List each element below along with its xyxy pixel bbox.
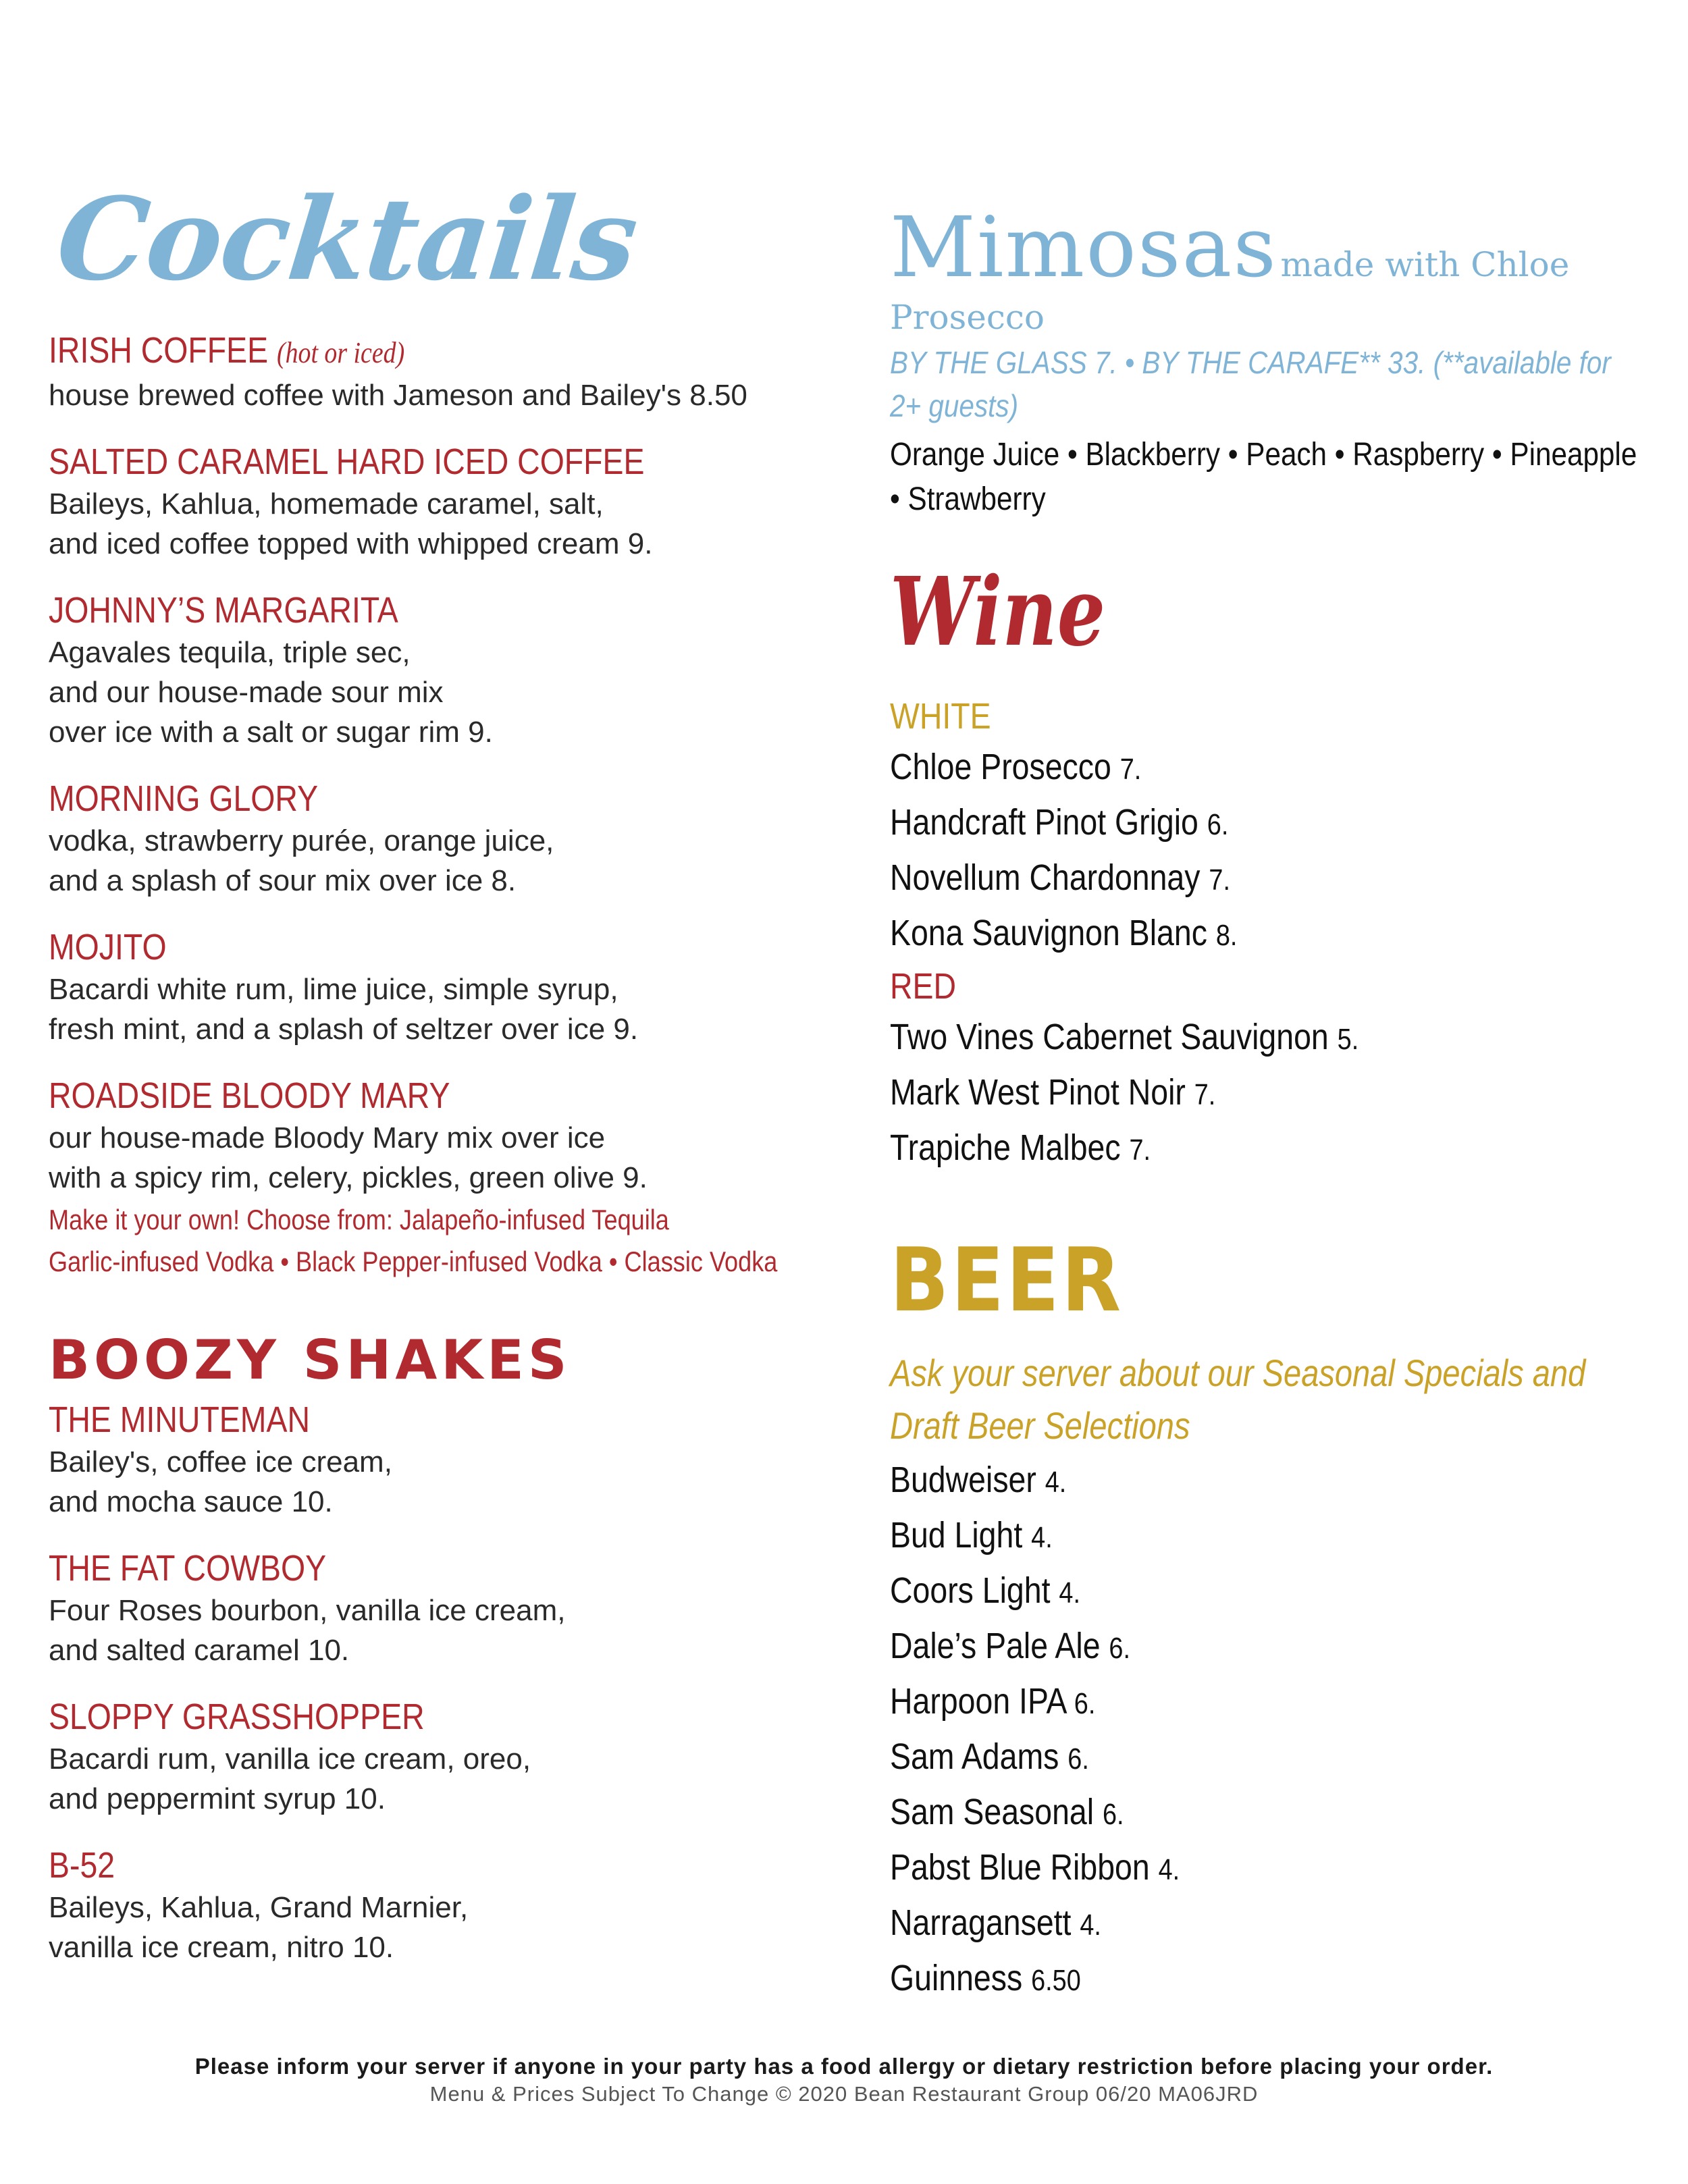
drink-description: our house-made Bloody Mary mix over ice with a spicy rim, celery, pickles, green olive 9. xyxy=(49,1121,648,1194)
wine-name: Mark West Pinot Noir xyxy=(890,1072,1186,1113)
wine-item xyxy=(890,1121,1540,1177)
shake-name: B-52 xyxy=(49,1845,115,1886)
wine-price: 7. xyxy=(1129,1134,1151,1167)
mimosas-subtitle: made with Chloe xyxy=(1280,245,1570,284)
drink-item xyxy=(49,1073,832,1283)
drink-name: MORNING GLORY xyxy=(49,778,319,819)
beer-item xyxy=(890,1841,1540,1896)
cocktails-title: Cocktails xyxy=(51,172,643,306)
drink-description: vodka, strawberry purée, orange juice, and a splash of sour mix over ice 8. xyxy=(49,824,554,897)
red-wine-heading: RED xyxy=(890,966,957,1007)
beer-item xyxy=(890,1454,1540,1509)
wine-item xyxy=(890,796,1540,851)
beer-item xyxy=(890,1675,1540,1730)
beer-price: 6. xyxy=(1109,1632,1130,1665)
shake-name: THE MINUTEMAN xyxy=(49,1400,310,1440)
wine-name: Novellum Chardonnay xyxy=(890,857,1201,898)
beer-price: 4. xyxy=(1080,1909,1101,1942)
wine-item xyxy=(890,741,1540,796)
wine-item xyxy=(890,851,1540,907)
drink-description: Bacardi white rum, lime juice, simple syrup, fresh mint, and a splash of seltzer over ice 9. xyxy=(49,973,639,1046)
shake-description: Bacardi rum, vanilla ice cream, oreo, and peppermint syrup 10. xyxy=(49,1742,531,1815)
drink-name: IRISH COFFEE xyxy=(49,330,269,371)
boozy-shakes-title: BOOZY SHAKES xyxy=(49,1329,571,1391)
beer-name: Pabst Blue Ribbon xyxy=(890,1847,1150,1888)
left-column xyxy=(49,172,832,1992)
mimosas-header xyxy=(890,199,1646,296)
wine-price: 5. xyxy=(1337,1023,1359,1056)
copyright-notice: Menu & Prices Subject To Change © 2020 Bean Restaurant Group 06/20 MA06JRD xyxy=(429,2082,1259,2106)
drink-item xyxy=(49,440,832,564)
mimosas-prices: BY THE GLASS 7. • BY THE CARAFE** 33. (**available for 2+ guests) xyxy=(890,345,1611,423)
beer-price: 6. xyxy=(1102,1798,1124,1831)
beer-price: 6. xyxy=(1074,1687,1096,1720)
shake-item xyxy=(49,1546,832,1670)
drink-item xyxy=(49,328,832,415)
wine-price: 7. xyxy=(1209,863,1230,897)
wine-item xyxy=(890,1011,1540,1066)
wine-name: Kona Sauvignon Blanc xyxy=(890,913,1207,953)
beer-name: Sam Seasonal xyxy=(890,1792,1094,1832)
beer-note: Ask your server about our Seasonal Specials and Draft Beer Selections xyxy=(890,1352,1586,1447)
beer-item xyxy=(890,1730,1540,1786)
beer-title: BEER xyxy=(890,1229,1124,1331)
beer-item xyxy=(890,1786,1540,1841)
wine-item xyxy=(890,1066,1540,1121)
beer-price: 6.50 xyxy=(1031,1964,1081,1997)
wine-name: Chloe Prosecco xyxy=(890,747,1111,787)
beer-name: Sam Adams xyxy=(890,1736,1059,1777)
drink-note: (hot or iced) xyxy=(277,336,405,369)
beer-name: Dale’s Pale Ale xyxy=(890,1626,1101,1666)
mimosas-title: Mimosas xyxy=(890,199,1278,296)
white-wine-heading: WHITE xyxy=(890,696,991,737)
beer-name: Bud Light xyxy=(890,1515,1023,1555)
shake-description: Baileys, Kahlua, Grand Marnier, vanilla ice cream, nitro 10. xyxy=(49,1891,469,1964)
wine-title: Wine xyxy=(890,557,1106,668)
drink-customize-note: Make it your own! Choose from: Jalapeño-infused Tequila Garlic-infused Vodka • Black Pepper-infused Vodka • Classic Vodka xyxy=(49,1204,778,1277)
beer-price: 4. xyxy=(1031,1521,1053,1554)
wine-price: 7. xyxy=(1119,753,1142,786)
drink-name: SALTED CARAMEL HARD ICED COFFEE xyxy=(49,442,645,482)
wine-item xyxy=(890,907,1540,962)
shake-name: SLOPPY GRASSHOPPER xyxy=(49,1697,425,1737)
drink-name: JOHNNY’S MARGARITA xyxy=(49,590,398,631)
right-column xyxy=(890,199,1646,2007)
wine-price: 7. xyxy=(1194,1078,1216,1111)
wine-price: 6. xyxy=(1207,808,1229,841)
beer-name: Guinness xyxy=(890,1958,1023,1998)
shake-description: Bailey's, coffee ice cream, and mocha sauce 10. xyxy=(49,1445,392,1518)
wine-name: Trapiche Malbec xyxy=(890,1127,1121,1168)
beer-price: 6. xyxy=(1067,1742,1089,1776)
wine-name: Handcraft Pinot Grigio xyxy=(890,802,1198,843)
footer xyxy=(0,2052,1688,2108)
shake-description: Four Roses bourbon, vanilla ice cream, and salted caramel 10. xyxy=(49,1594,566,1667)
beer-item xyxy=(890,1952,1540,2007)
beer-price: 4. xyxy=(1059,1576,1080,1609)
drink-description: Baileys, Kahlua, homemade caramel, salt, and iced coffee topped with whipped cream 9. xyxy=(49,487,653,560)
beer-name: Budweiser xyxy=(890,1460,1036,1500)
shake-item xyxy=(49,1843,832,1967)
beer-item xyxy=(890,1509,1540,1564)
beer-name: Harpoon IPA xyxy=(890,1681,1065,1722)
drink-name: MOJITO xyxy=(49,927,167,967)
beer-name: Coors Light xyxy=(890,1570,1051,1611)
beer-item xyxy=(890,1620,1540,1675)
beer-item xyxy=(890,1896,1540,1952)
beer-price: 4. xyxy=(1158,1853,1180,1886)
shake-item xyxy=(49,1397,832,1522)
beer-name: Narragansett xyxy=(890,1902,1072,1943)
drink-description: house brewed coffee with Jameson and Bailey's 8.50 xyxy=(49,379,747,412)
mimosas-subtitle-prosecco: Prosecco xyxy=(890,298,1045,337)
wine-name: Two Vines Cabernet Sauvignon xyxy=(890,1017,1329,1057)
allergy-notice: Please inform your server if anyone in your party has a food allergy or dietary restriction before placing your order. xyxy=(194,2054,1494,2079)
beer-price: 4. xyxy=(1045,1466,1067,1499)
beer-item xyxy=(890,1564,1540,1620)
mimosas-flavors: Orange Juice • Blackberry • Peach • Raspberry • Pineapple • Strawberry xyxy=(890,437,1637,517)
drink-item xyxy=(49,588,832,752)
shake-name: THE FAT COWBOY xyxy=(49,1548,327,1589)
wine-price: 8. xyxy=(1215,919,1238,952)
drink-item xyxy=(49,776,832,901)
drink-description: Agavales tequila, triple sec, and our house-made sour mix over ice with a salt or sugar rim 9. xyxy=(49,636,493,749)
shake-item xyxy=(49,1695,832,1819)
drink-name: ROADSIDE BLOODY MARY xyxy=(49,1075,450,1116)
drink-item xyxy=(49,925,832,1049)
